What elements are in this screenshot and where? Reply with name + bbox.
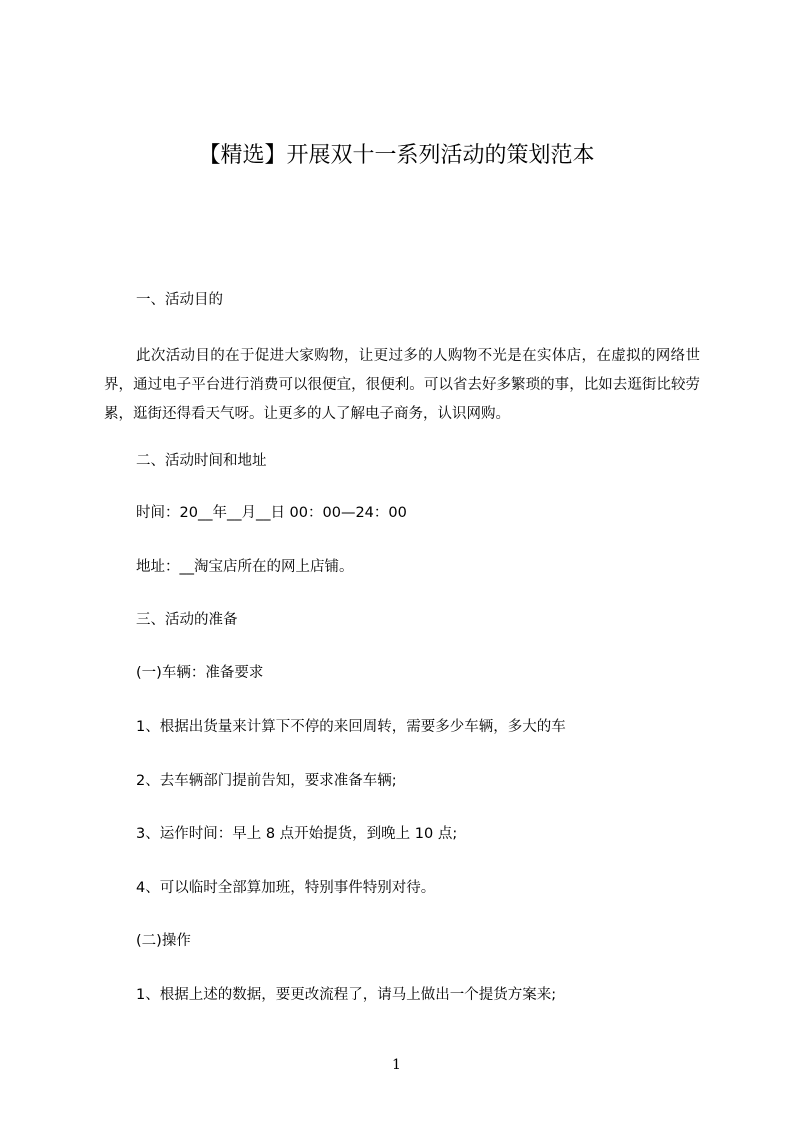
section-heading-purpose: 一、活动目的: [136, 292, 223, 308]
list-item: 4、可以临时全部算加班，特别事件特别对待。: [136, 880, 436, 896]
event-time-line: 时间：20__年__月__日 00：00—24：00: [136, 505, 407, 521]
section-heading-preparation: 三、活动的准备: [136, 612, 238, 628]
subsection-heading-vehicles: (一)车辆：准备要求: [136, 665, 264, 681]
list-item: 1、根据上述的数据，要更改流程了，请马上做出一个提货方案来;: [136, 987, 557, 1003]
document-title: 【精选】开展双十一系列活动的策划范本: [198, 143, 595, 168]
list-item: 1、根据出货量来计算下不停的来回周转，需要多少车辆，多大的车: [136, 719, 566, 735]
subsection-heading-operation: (二)操作: [136, 933, 191, 949]
section-heading-time-address: 二、活动时间和地址: [136, 453, 267, 469]
list-item: 2、去车辆部门提前告知，要求准备车辆;: [136, 773, 397, 789]
section-paragraph-purpose: 此次活动目的在于促进大家购物，让更过多的人购物不光是在实体店，在虚拟的网络世界，通过电子平台进行消费可以很便宜，很便利。可以省去好多繁琐的事，比如去逛街比较劳累，逛街还得看天气呀。让更多的人了解电子商务，认识网购。: [104, 348, 700, 422]
event-address-line: 地址：__淘宝店所在的网上店铺。: [136, 559, 354, 575]
page-number: 1: [392, 1057, 401, 1073]
list-item: 3、运作时间：早上 8 点开始提货，到晚上 10 点;: [136, 826, 458, 842]
